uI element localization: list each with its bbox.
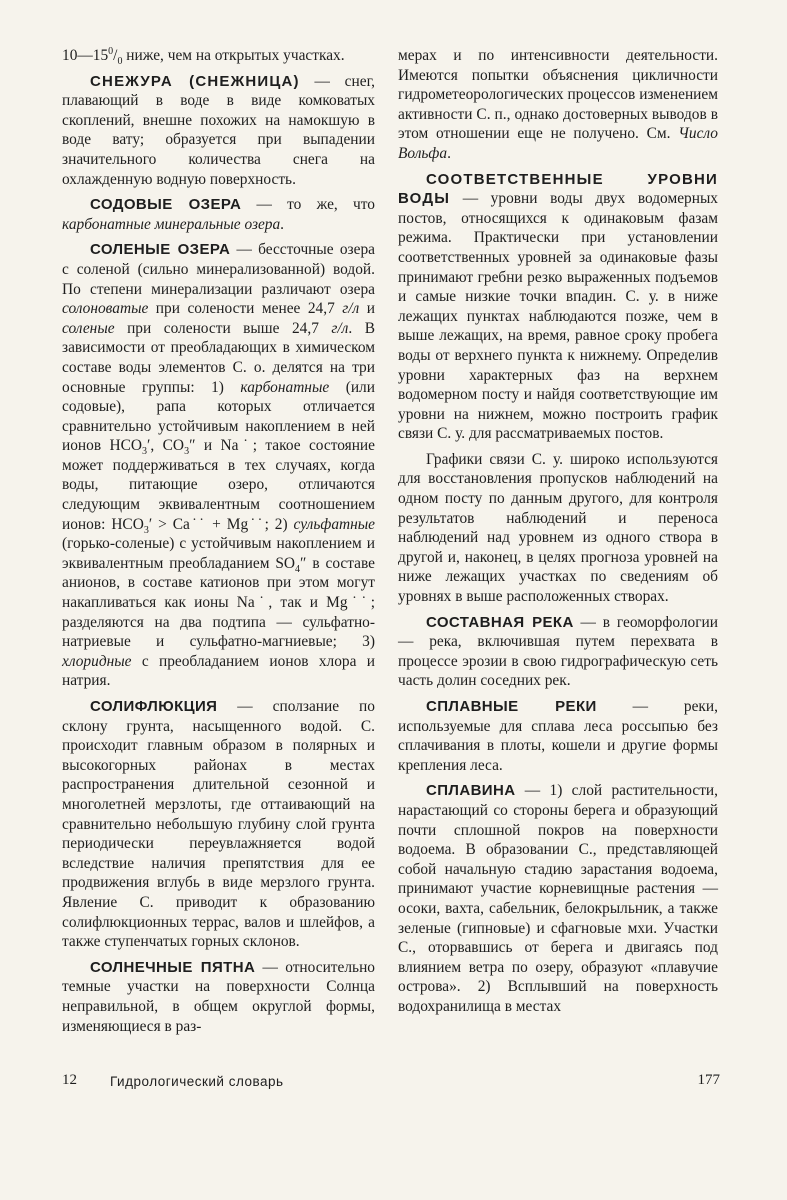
dictionary-entry: СПЛАВИНА — 1) слой растительности, нарастающий со стороны берега и образующий почти сплошной покров на поверхности водоема. В образовании С., представляющей собой начальную стадию зарастания водоема, принимают участие корневищные растения — осоки, вахта, сабельник, белокрыльник, а также зеленые (гипновые) и сфагновые мхи. Участки С., оторвавшись от берега и двигаясь под влиянием ветра по озеру, образуют «плавучие острова». 2) Всплывший на поверхность водохранилища в местах <box>398 782 718 1015</box>
dictionary-entry: СПЛАВНЫЕ РЕКИ — реки, используемые для сплава леса россыпью без сплачивания в плоты, кошели и другие формы крепления леса. <box>398 698 718 774</box>
entry-headword: СОСТАВНАЯ РЕКА <box>426 613 574 631</box>
dictionary-entry: СНЕЖУРА (СНЕЖНИЦА) — снег, плавающий в воде в виде комковатых скоплений, внешне похожих на намокшую в воде вату; образуется при выпадении значительного количества снега на охлажденную водную поверхность. <box>62 72 375 188</box>
left-column <box>62 46 375 1042</box>
dictionary-entry: СОДОВЫЕ ОЗЕРА — то же, что карбонатные минеральные озера. <box>62 196 375 233</box>
right-column <box>398 46 718 1023</box>
dictionary-entry: $10—15^0/_0$ ниже, чем на открытых участках. <box>62 45 345 68</box>
signature-number: 12 <box>62 1072 77 1088</box>
dictionary-entry: СООТВЕТСТВЕННЫЕ УРОВНИ ВОДЫ — уровни воды двух водомерных постов, относящихся к одинаковым фазам режима. Практически при установлении соответственных уровней за одинаковые фазы принимают гребни резко выраженных подъемов и самые низкие точки впадин. С. у. в ниже лежащих пунктах наблюдаются позже, чем в выше лежащих, на время, равное сроку пробега воды от верхнего пункта к нижнему. Определив уровни характерных фаз на верхнем водомерном посту и найдя соответствующие им уровни на нижнем, можно построить график связи С. у. для рассматриваемых постов. <box>398 170 718 443</box>
page-number: 177 <box>697 1072 720 1088</box>
entry-headword: СНЕЖУРА (СНЕЖНИЦА) <box>90 72 300 90</box>
entry-headword: СОЛНЕЧНЫЕ ПЯТНА <box>90 958 256 976</box>
running-head: Гидрологический словарь <box>110 1074 284 1089</box>
dictionary-entry: СОЛНЕЧНЫЕ ПЯТНА — относительно темные участки на поверхности Солнца неправильной, в общем округлой формы, изменяющиеся в раз- <box>62 958 375 1035</box>
entry-headword: СОДОВЫЕ ОЗЕРА <box>90 196 242 214</box>
entry-headword: СОЛИФЛЮКЦИЯ <box>90 698 218 715</box>
dictionary-entry: СОЛИФЛЮКЦИЯ — сползание по склону грунта, насыщенного водой. С. происходит главным образом в полярных и высокогорных районах в местах распространения длительной сезонной и многолетней мерзлоты, где оттаивающий на сравнительно небольшую глубину слой грунта периодически переувлажняется водой вследствие наличия препятствия для ее продвижения вглубь в виде мерзлого грунта. Явление С. приводит к образованию солифлюкционных террас, валов и шлейфов, а также ступенчатых горных склонов. <box>62 698 375 951</box>
dictionary-entry: мерах и по интенсивности деятельности. Имеются попытки объяснения цикличности гидрометеорологических процессов изменением активности С. п., однако достоверных выводов в этом отношении еще не получено. См. Число Вольфа. <box>398 47 718 162</box>
dictionary-entry: СОСТАВНАЯ РЕКА — в геоморфологии — река, включившая путем перехвата в процессе эрозии в свою гидрографическую сеть часть долин соседних рек. <box>398 613 718 690</box>
entry-headword: СПЛАВНЫЕ РЕКИ <box>426 698 597 715</box>
dictionary-entry: СОЛЕНЫЕ ОЗЕРА — бессточные озера с соленой (сильно минерализованной) водой. По степени минерализации различают озера солоноватые при солености менее 24,7 г/л и соленые при солености выше 24,7 г/л. В зависимости от преобладающих в химическом составе воды элементов С. о. делятся на три основные группы: 1) карбонатные (или содовые), рапа которых отличается сравнительно устойчивым накоплением в ней ионов $HCO_3'$, $CO_3''$ и Na˙; такое состояние может поддерживаться в тех случаях, когда воды, питающие озеро, отличаются следующим эквивалентным соотношением ионов: $HCO_3'$ > Ca˙˙ + Mg˙˙; 2) сульфатные (горько-соленые) с устойчивым накоплением и эквивалентным преобладанием $SO_4''$ в составе анионов, в составе катионов при этом могут накапливаться как ионы Na˙, так и Mg˙˙; разделяются на два подтипа — сульфатно-натриевые и сульфатно-магниевые; 3) хлоридные с преобладанием ионов хлора и натрия. <box>62 241 376 690</box>
entry-headword: СПЛАВИНА <box>426 782 516 800</box>
entry-headword: СООТВЕТСТВЕННЫЕ УРОВНИ ВОДЫ <box>398 170 718 208</box>
dictionary-entry: Графики связи С. у. широко используются для восстановления пропусков наблюдений на одном посту по данным другого, для контроля результатов наблюдений и переноса наблюдений над уровнем из одного створа в другой и, наконец, в целях прогноза уровней на ниже лежащих участках по сведениям об уровнях в выше расположенных створах. <box>398 450 718 606</box>
entry-headword: СОЛЕНЫЕ ОЗЕРА <box>90 241 231 259</box>
